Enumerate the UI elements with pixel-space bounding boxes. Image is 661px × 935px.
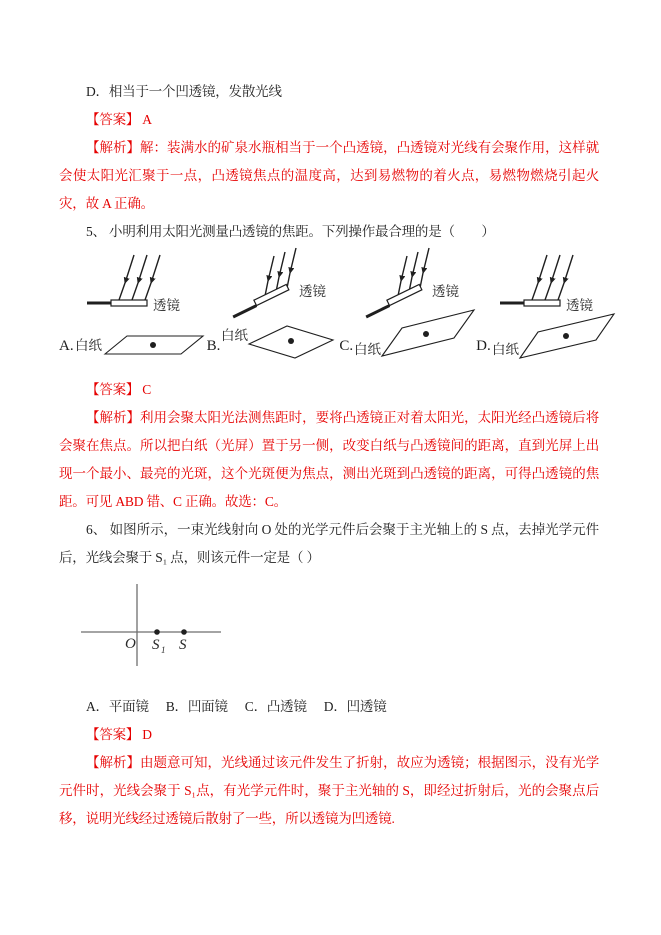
- paper-label: 白纸: [354, 342, 382, 357]
- q4-option-d: D．相当于一个凹透镜，发散光线: [86, 84, 282, 99]
- paper-label: 白纸: [74, 338, 102, 353]
- lens-label: 透镜: [432, 284, 460, 299]
- point-s1-label: S: [152, 637, 160, 653]
- light-spot-dot: [423, 331, 429, 337]
- lens-icon: [87, 300, 147, 306]
- q4-answer-value: A: [142, 112, 152, 127]
- sun-ray-arrows: [532, 255, 573, 300]
- sun-ray-arrows: [119, 255, 160, 300]
- q5-option-c-figure: [339, 246, 476, 364]
- lens-icon: [231, 284, 289, 317]
- light-spot-dot: [563, 333, 569, 339]
- q4-analysis: 【解析】解：装满水的矿泉水瓶相当于一个凸透镜，凸透镜对光线有会聚作用，这样就会使太阳光汇聚于一点，凸透镜焦点的温度高，达到易燃物的着火点，易燃物燃烧引起火灾，故 A 正确。: [59, 140, 599, 211]
- lens-horizontal-paper-flat-figure: [75, 246, 207, 364]
- q6-analysis: 【解析】由题意可知，光线通过该元件发生了折射，故应为透镜；根据图示，没有光学元件时，光线会聚于 S₁点，有光学元件时，聚于主光轴的 S，即经过折射后，光的会聚点后移，说明光线经过透镜后散射了一些，所以透镜为凹透镜.: [59, 755, 599, 826]
- lens-icon: [364, 284, 422, 317]
- lens-tilted-paper-tilted-figure: [354, 246, 476, 364]
- paper-shape: [249, 326, 333, 358]
- paper-label: 白纸: [491, 342, 519, 357]
- paper-shape: [105, 336, 203, 354]
- lens-label: 透镜: [299, 284, 327, 299]
- q5-analysis: 【解析】利用会聚太阳光法测焦距时，要将凸透镜正对着太阳光，太阳光经凸透镜后将会聚在焦点。所以把白纸（光屏）置于另一侧，改变白纸与凸透镜间的距离，直到光屏上出现一个最小、最亮的光斑，这个光斑便为焦点，测出光斑到凸透镜的距离，可得凸透镜的焦距。可见 ABD 错、C 正确。故选：C。: [59, 410, 599, 509]
- q6-option-b: B．凹面镜: [165, 699, 228, 714]
- q5-option-a-letter: A.: [59, 338, 74, 354]
- q5-option-a-figure: [59, 246, 207, 364]
- q6-option-c: C．凸透镜: [244, 699, 307, 714]
- q5-stem: 5、 小明利用太阳光测量凸透镜的焦距。下列操作最合理的是（ ）: [86, 224, 495, 239]
- q5-answer-line: [59, 376, 599, 404]
- light-spot-dot: [150, 342, 156, 348]
- paper-shape: [520, 314, 614, 358]
- q5-option-c-letter: C.: [339, 338, 354, 354]
- paper-label: 白纸: [221, 328, 249, 343]
- q5-answer-label: 【答案】: [86, 382, 140, 397]
- q5-option-b-figure: [207, 246, 340, 364]
- paper-shape: [382, 310, 474, 356]
- light-spot-dot: [288, 338, 294, 344]
- q6-option-a: A．平面镜: [86, 699, 149, 714]
- q6-stem: 6、 如图所示，一束光线射向 O 处的光学元件后会聚于主光轴上的 S 点，去掉光学元件后，光线会聚于 S₁ 点，则该元件一定是（ ）: [59, 522, 599, 565]
- lens-horizontal-paper-tilted-figure: [492, 246, 618, 364]
- q5-figure-row: [59, 246, 599, 364]
- lens-label: 透镜: [152, 298, 180, 313]
- principal-axis-diagram: [73, 582, 243, 678]
- point-s1-dot: [154, 629, 160, 635]
- q6-figure: [73, 582, 599, 683]
- q6-answer-label: 【答案】: [86, 727, 140, 742]
- point-s-dot: [181, 629, 187, 635]
- lens-label: 透镜: [565, 298, 593, 313]
- q6-answer-value: D: [142, 727, 152, 742]
- q4-answer-label: 【答案】: [86, 112, 140, 127]
- q5-option-d-figure: [476, 246, 618, 364]
- q5-option-d-letter: D.: [476, 338, 491, 354]
- lens-icon: [500, 300, 560, 306]
- q4-answer-line: [59, 106, 599, 134]
- point-s-label: S: [179, 637, 187, 653]
- q6-answer-line: [59, 721, 599, 749]
- q5-option-b-letter: B.: [206, 338, 221, 354]
- point-s1-subscript: 1: [161, 645, 166, 655]
- q5-answer-value: C: [142, 382, 152, 397]
- q6-options-line: [59, 693, 599, 721]
- origin-label: O: [125, 636, 136, 652]
- lens-tilted-paper-flat-figure: [221, 246, 339, 364]
- q6-option-d: D．凹透镜: [323, 699, 387, 714]
